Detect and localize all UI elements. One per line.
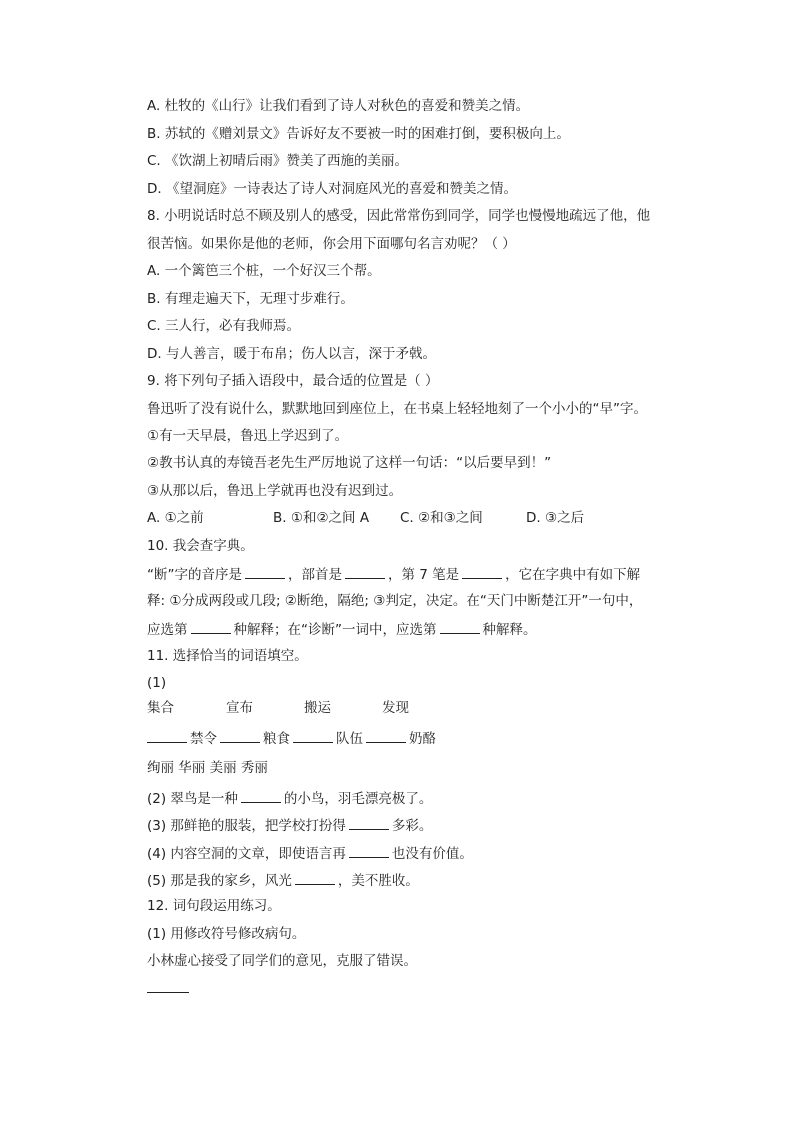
q10-blank-explain1 bbox=[191, 619, 231, 634]
q10-blank-bushou bbox=[345, 564, 385, 579]
q8-option-c: C. 三人行，必有我师焉。 bbox=[147, 318, 301, 334]
q11-item-2 bbox=[147, 788, 432, 808]
q9-stem: 9. 将下列句子插入语段中，最合适的位置是（ ） bbox=[147, 373, 439, 389]
q7-option-a: A. 杜牧的《山行》让我们看到了诗人对秋色的喜爱和赞美之情。 bbox=[147, 98, 530, 114]
q11-item-text: 也没有价值。 bbox=[391, 846, 473, 862]
q9-option-b: B. ①和②之间 A bbox=[273, 510, 370, 526]
q10-text-c: ，第 7 笔是 bbox=[388, 567, 460, 583]
q11-noun: 禁令 bbox=[190, 731, 217, 747]
q10-line3 bbox=[147, 619, 537, 639]
q11-part1-label: (1) bbox=[147, 675, 167, 691]
q9-option-a: A. ①之前 bbox=[147, 510, 204, 526]
q11-item-text: (4) 内容空洞的文章，即使语言再 bbox=[147, 846, 346, 862]
q11-blank bbox=[220, 728, 260, 743]
q11-item-text: (5) 那是我的家乡，风光 bbox=[147, 873, 292, 889]
q9-sentence-1: ①有一天早晨，鲁迅上学迟到了。 bbox=[147, 428, 349, 444]
q8-stem-line1: 8. 小明说话时总不顾及别人的感受，因此常常伤到同学，同学也慢慢地疏远了他，他 bbox=[147, 208, 651, 224]
q9-options-row bbox=[147, 509, 584, 527]
q10-text-g: 种解释。 bbox=[482, 622, 537, 638]
q11-word: 搬运 bbox=[304, 700, 331, 716]
q10-text-b: ，部首是 bbox=[288, 567, 342, 583]
q11-blank bbox=[349, 815, 389, 830]
q11-word: 集合 bbox=[147, 700, 174, 716]
q10-text-e: 应选第 bbox=[147, 622, 188, 638]
q10-stem: 10. 我会查字典。 bbox=[147, 538, 254, 554]
q7-option-c: C. 《饮湖上初晴后雨》赞美了西施的美丽。 bbox=[147, 153, 409, 169]
q12-sentence: 小林虚心接受了同学们的意见，克服了错误。 bbox=[147, 953, 417, 969]
q11-item-text: (2) 翠鸟是一种 bbox=[147, 791, 238, 807]
q11-noun: 奶酪 bbox=[409, 731, 436, 747]
q9-passage-main: 鲁迅听了没有说什么，默默地回到座位上，在书桌上轻轻地刻了一个小小的“早”字。 bbox=[147, 401, 647, 417]
q7-option-b: B. 苏轼的《赠刘景文》告诉好友不要被一时的困难打倒，要积极向上。 bbox=[147, 126, 570, 142]
q10-text-d: ，它在字典中有如下解 bbox=[505, 567, 641, 583]
q10-line2: 释: ①分成两段或几段; ②断绝，隔绝; ③判定，决定。在“天门中断楚江开”一句中， bbox=[147, 593, 643, 609]
q10-blank-bihua bbox=[462, 564, 502, 579]
q11-blank bbox=[366, 728, 406, 743]
q11-item-3 bbox=[147, 815, 432, 835]
q10-blank-explain2 bbox=[440, 619, 480, 634]
q7-option-d: D. 《望洞庭》一诗表达了诗人对洞庭风光的喜爱和赞美之情。 bbox=[147, 181, 517, 197]
q8-option-d: D. 与人善言，暖于布帛；伤人以言，深于矛戟。 bbox=[147, 346, 436, 362]
q11-item-text: (3) 那鲜艳的服装，把学校打扮得 bbox=[147, 818, 346, 834]
q12-answer-blank bbox=[147, 992, 189, 993]
q11-word: 宣布 bbox=[226, 700, 253, 716]
q11-stem: 11. 选择恰当的词语填空。 bbox=[147, 648, 308, 664]
q11-blank bbox=[147, 728, 187, 743]
q11-item-text: 多彩。 bbox=[391, 818, 433, 834]
q8-stem-line2: 很苦恼。如果你是他的老师，你会用下面哪句名言劝呢？（ ） bbox=[147, 236, 516, 252]
q11-item-text: ，美不胜收。 bbox=[337, 873, 419, 889]
q11-word-bank-2: 绚丽 华丽 美丽 秀丽 bbox=[147, 760, 268, 776]
q12-part1: (1) 用修改符号修改病句。 bbox=[147, 926, 306, 942]
q10-blank-yinxu bbox=[245, 564, 285, 579]
q9-option-d: D. ③之后 bbox=[526, 510, 585, 526]
q11-blank bbox=[295, 870, 335, 885]
q8-option-a: A. 一个篱笆三个桩，一个好汉三个帮。 bbox=[147, 263, 381, 279]
q11-noun: 粮食 bbox=[263, 731, 290, 747]
q10-text-a: “断”字的音序是 bbox=[147, 567, 242, 583]
q11-item-text: 的小鸟，羽毛漂亮极了。 bbox=[283, 791, 433, 807]
q11-word: 发现 bbox=[382, 700, 409, 716]
q11-blanks-line bbox=[147, 728, 436, 748]
q9-sentence-3: ③从那以后，鲁迅上学就再也没有迟到过。 bbox=[147, 483, 403, 499]
q10-text-f: 种解释；在“诊断”一词中，应选第 bbox=[233, 622, 437, 638]
q11-blank bbox=[349, 843, 389, 858]
q11-blank bbox=[293, 728, 333, 743]
q11-item-4 bbox=[147, 843, 473, 863]
q11-blank bbox=[241, 788, 281, 803]
q9-option-c: C. ②和③之间 bbox=[400, 510, 483, 526]
q11-item-5 bbox=[147, 870, 419, 890]
q11-word-bank-1 bbox=[147, 699, 409, 717]
q11-noun: 队伍 bbox=[336, 731, 363, 747]
q9-sentence-2: ②教书认真的寿镜吾老先生严厉地说了这样一句话：“以后要早到！” bbox=[147, 455, 552, 471]
q10-line1 bbox=[147, 564, 640, 584]
q8-option-b: B. 有理走遍天下，无理寸步难行。 bbox=[147, 291, 354, 307]
q12-stem: 12. 词句段运用练习。 bbox=[147, 898, 281, 914]
